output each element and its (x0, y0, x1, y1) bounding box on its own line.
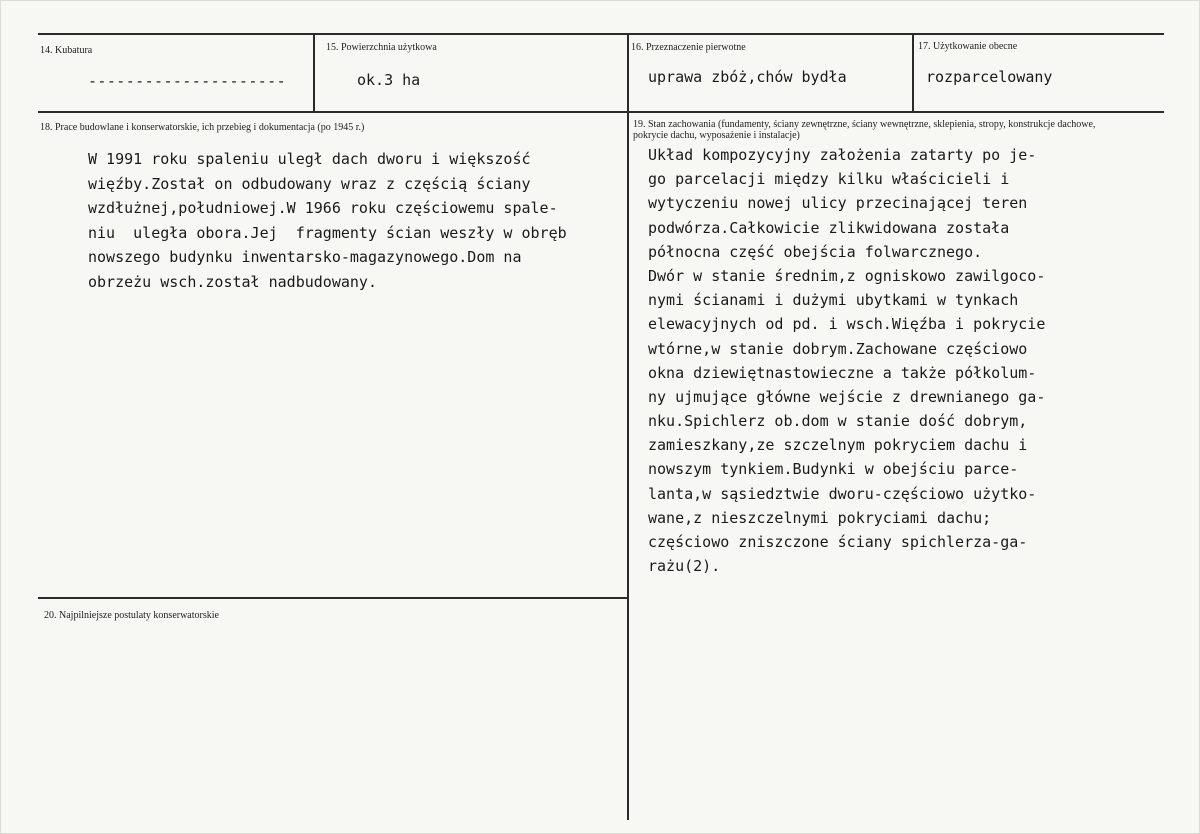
field-19-line: rażu(2). (648, 557, 721, 576)
col-divider-center (627, 34, 629, 820)
field-17-label: 17. Użytkowanie obecne (918, 41, 1018, 52)
section-20-divider (38, 597, 629, 599)
field-20-label: 20. Najpilniejsze postulaty konserwatorskie (44, 610, 219, 621)
field-18-line: W 1991 roku spaleniu uległ dach dworu i większość (88, 150, 531, 168)
field-14-value: --------------------- (88, 72, 287, 90)
field-19-line: nku.Spichlerz ob.dom w stanie dość dobrym, (648, 412, 1028, 431)
field-16-value: uprawa zbóż,chów bydła (648, 68, 847, 86)
field-19-label-line-1: 19. Stan zachowania (fundamenty, ściany zewnętrzne, ściany wewnętrzne, sklepienia, stropy, konstrukcje dachowe, (633, 119, 1096, 130)
field-19-line: lanta,w sąsiedztwie dworu-częściowo użytko- (648, 484, 1037, 503)
field-19-line: elewacyjnych od pd. i wsch.Więźba i pokrycie (648, 315, 1046, 334)
field-18-line: więźby.Został on odbudowany wraz z częścią ściany (88, 174, 531, 193)
field-19-line: nymi ścianami i dużymi ubytkami w tynkach (648, 291, 1019, 310)
col-divider-16-17 (912, 34, 914, 112)
top-rule (38, 33, 1164, 35)
field-19-line: ny ujmujące główne wejście z drewnianego ga- (648, 387, 1046, 406)
field-19-line: częściowo zniszczone ściany spichlerza-ga- (648, 533, 1028, 551)
field-19-line: Układ kompozycyjny założenia zatarty po je- (648, 146, 1037, 164)
field-18-line: nowszego budynku inwentarsko-magazynowego.Dom na (88, 248, 522, 267)
field-19-line: wytyczeniu nowej ulicy przecinającej teren (648, 194, 1028, 213)
field-18-line: niu uległa obora.Jej fragmenty ścian weszły w obręb (88, 223, 567, 242)
field-18-line: obrzeżu wsch.został nadbudowany. (88, 272, 377, 291)
field-19-line: okna dziewiętnastowieczne a także półkolum- (648, 363, 1037, 382)
field-17-value: rozparcelowany (926, 68, 1053, 86)
field-19-line: nowszym tynkiem.Budynki w obejściu parce- (648, 460, 1019, 479)
row-divider (38, 111, 1164, 113)
field-19-line: północna część obejścia folwarcznego. (648, 242, 983, 261)
field-15-label: 15. Powierzchnia użytkowa (326, 42, 437, 53)
field-19-line: wtórne,w stanie dobrym.Zachowane częściowo (648, 339, 1028, 358)
field-18-line: wzdłużnej,południowej.W 1966 roku częściowemu spale- (88, 199, 558, 218)
col-divider-14-15 (313, 34, 315, 112)
field-19-line: go parcelacji między kilku właścicieli i (648, 170, 1010, 189)
field-19-line: podwórza.Całkowicie zlikwidowana została (648, 218, 1010, 237)
field-19-line: Dwór w stanie średnim,z ogniskowo zawilgoco- (648, 266, 1046, 285)
field-19-line: wane,z nieszczelnymi pokryciami dachu; (648, 508, 992, 527)
field-14-label: 14. Kubatura (40, 45, 93, 56)
field-15-value: ok.3 ha (357, 71, 421, 89)
field-18-label: 18. Prace budowlane i konserwatorskie, ich przebieg i dokumentacja (po 1945 r.) (40, 122, 365, 133)
field-18-text (88, 147, 567, 295)
field-16-label: 16. Przeznaczenie pierwotne (631, 42, 746, 53)
field-19-label-line-2: pokrycie dachu, wyposażenie i instalacje) (633, 130, 800, 141)
field-19-line: zamieszkany,ze szczelnym pokryciem dachu i (648, 436, 1028, 455)
field-19-text (648, 143, 1045, 578)
